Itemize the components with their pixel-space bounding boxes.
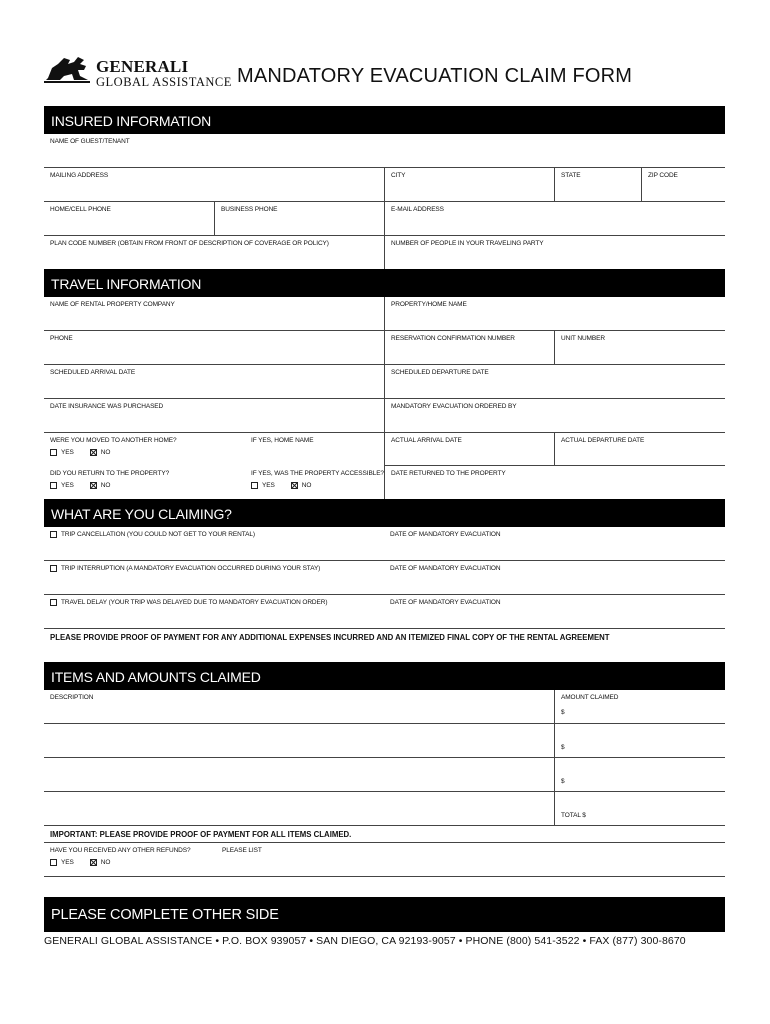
accessible-no-label: NO: [301, 482, 312, 489]
row-address: [44, 168, 725, 202]
row-reservation: [44, 331, 725, 365]
refunds-no-checkbox[interactable]: [90, 859, 97, 866]
returned-yes-label: YES: [61, 482, 74, 489]
generali-logo: [44, 54, 234, 90]
party-size-label: NUMBER OF PEOPLE IN YOUR TRAVELING PARTY: [391, 240, 544, 247]
item-amount-field[interactable]: [554, 690, 725, 723]
actual-departure-field[interactable]: [554, 433, 725, 466]
travel-delay-label: TRAVEL DELAY (YOUR TRIP WAS DELAYED DUE TO MANDATORY EVACUATION ORDER): [61, 599, 328, 606]
evacuation-date-label: DATE OF MANDATORY EVACUATION: [390, 599, 501, 606]
property-phone-label: PHONE: [50, 335, 73, 342]
returned-no-checkbox[interactable]: [90, 482, 97, 489]
moved-no-checkbox[interactable]: [90, 449, 97, 456]
important-notice: IMPORTANT: PLEASE PROVIDE PROOF OF PAYMENT FOR ALL ITEMS CLAIMED.: [44, 826, 725, 843]
email-label: E-MAIL ADDRESS: [391, 206, 444, 213]
description-label: DESCRIPTION: [50, 694, 94, 701]
evacuation-date-label: DATE OF MANDATORY EVACUATION: [390, 565, 501, 572]
property-phone-field[interactable]: [44, 331, 384, 364]
brand-subtitle: GLOBAL ASSISTANCE: [96, 75, 232, 89]
row-returned: [44, 466, 725, 499]
total-label: TOTAL $: [561, 812, 586, 819]
zip-code-label: ZIP CODE: [648, 172, 678, 179]
state-field[interactable]: [554, 168, 641, 201]
refunds-yes-label: YES: [61, 859, 74, 866]
actual-departure-label: ACTUAL DEPARTURE DATE: [561, 437, 645, 444]
please-complete-other-side-banner: PLEASE COMPLETE OTHER SIDE: [44, 897, 725, 932]
unit-number-field[interactable]: [554, 331, 725, 364]
reservation-number-label: RESERVATION CONFIRMATION NUMBER: [391, 335, 515, 342]
scheduled-arrival-label: SCHEDULED ARRIVAL DATE: [50, 369, 136, 376]
unit-number-label: UNIT NUMBER: [561, 335, 605, 342]
reservation-number-field[interactable]: [384, 331, 554, 364]
refunds-yes-checkbox[interactable]: [50, 859, 57, 866]
brand-name: GENERALI: [96, 57, 189, 76]
item-amount-field[interactable]: [554, 724, 725, 757]
moved-home-name-label: IF YES, HOME NAME: [251, 437, 314, 444]
travel-delay-option[interactable]: [44, 595, 384, 628]
item-amount-field[interactable]: [554, 758, 725, 791]
item-description-field[interactable]: [44, 724, 554, 757]
scheduled-departure-field[interactable]: [384, 365, 725, 398]
moved-question: [44, 433, 245, 466]
row-guest-name: [44, 134, 725, 168]
property-name-label: PROPERTY/HOME NAME: [391, 301, 467, 308]
moved-label: WERE YOU MOVED TO ANOTHER HOME?: [50, 437, 177, 444]
accessible-no-checkbox[interactable]: [291, 482, 298, 489]
claim-option-row: [44, 561, 725, 595]
accessible-yes-label: YES: [262, 482, 275, 489]
refunds-label: HAVE YOU RECEIVED ANY OTHER REFUNDS?: [50, 847, 191, 854]
plan-code-field[interactable]: [44, 236, 384, 269]
refunds-list-field[interactable]: [216, 843, 725, 876]
ordered-by-field[interactable]: [384, 399, 725, 432]
accessible-question: [245, 466, 384, 499]
business-phone-field[interactable]: [214, 202, 384, 235]
city-label: CITY: [391, 172, 406, 179]
travel-delay-date-field[interactable]: [384, 595, 725, 628]
city-field[interactable]: [384, 168, 554, 201]
section-what-are-you-claiming: WHAT ARE YOU CLAIMING?: [44, 499, 725, 527]
evacuation-date-label: DATE OF MANDATORY EVACUATION: [390, 531, 501, 538]
date-returned-field[interactable]: [384, 466, 725, 499]
zip-code-field[interactable]: [641, 168, 725, 201]
guest-name-field[interactable]: [44, 134, 725, 167]
trip-cancellation-option[interactable]: [44, 527, 384, 560]
claim-option-row: [44, 595, 725, 629]
trip-interruption-checkbox[interactable]: [50, 565, 57, 572]
trip-cancellation-date-field[interactable]: [384, 527, 725, 560]
total-row: [44, 792, 725, 826]
item-row: [44, 724, 725, 758]
row-phones: [44, 202, 725, 236]
scheduled-arrival-field[interactable]: [44, 365, 384, 398]
guest-name-label: NAME OF GUEST/TENANT: [50, 138, 130, 145]
lion-icon: [44, 54, 92, 84]
item-description-field[interactable]: [44, 758, 554, 791]
trip-cancellation-checkbox[interactable]: [50, 531, 57, 538]
row-moved: [44, 433, 725, 466]
accessible-label: IF YES, WAS THE PROPERTY ACCESSIBLE?: [251, 470, 384, 477]
dollar-sign: $: [561, 744, 565, 751]
actual-arrival-label: ACTUAL ARRIVAL DATE: [391, 437, 462, 444]
insurance-date-label: DATE INSURANCE WAS PURCHASED: [50, 403, 164, 410]
row-insurance-date: [44, 399, 725, 433]
returned-question: [44, 466, 245, 499]
mailing-address-label: MAILING ADDRESS: [50, 172, 109, 179]
scheduled-departure-label: SCHEDULED DEPARTURE DATE: [391, 369, 489, 376]
actual-arrival-field[interactable]: [384, 433, 554, 466]
please-list-label: PLEASE LIST: [222, 847, 262, 854]
mailing-address-field[interactable]: [44, 168, 384, 201]
moved-yes-label: YES: [61, 449, 74, 456]
returned-yes-checkbox[interactable]: [50, 482, 57, 489]
ordered-by-label: MANDATORY EVACUATION ORDERED BY: [391, 403, 517, 410]
total-amount-field[interactable]: [554, 792, 725, 825]
form-header: [44, 44, 725, 106]
state-label: STATE: [561, 172, 581, 179]
plan-code-label: PLAN CODE NUMBER (OBTAIN FROM FRONT OF DESCRIPTION OF COVERAGE OR POLICY): [50, 240, 329, 247]
moved-yes-checkbox[interactable]: [50, 449, 57, 456]
refunds-question: [44, 843, 216, 876]
home-phone-label: HOME/CELL PHONE: [50, 206, 111, 213]
row-rental-company: [44, 297, 725, 331]
dollar-sign: $: [561, 709, 565, 716]
returned-label: DID YOU RETURN TO THE PROPERTY?: [50, 470, 170, 477]
date-returned-label: DATE RETURNED TO THE PROPERTY: [391, 470, 506, 477]
claim-option-row: [44, 527, 725, 561]
row-refunds: [44, 843, 725, 877]
footer-address: GENERALI GLOBAL ASSISTANCE • P.O. BOX 939057 • SAN DIEGO, CA 92193-9057 • PHONE (800) 541-3522 • FAX (877) 300-8670: [44, 935, 686, 947]
trip-interruption-label: TRIP INTERRUPTION (A MANDATORY EVACUATION OCCURRED DURING YOUR STAY): [61, 565, 321, 572]
business-phone-label: BUSINESS PHONE: [221, 206, 278, 213]
party-size-field[interactable]: [384, 236, 725, 269]
proof-of-payment-notice: PLEASE PROVIDE PROOF OF PAYMENT FOR ANY ADDITIONAL EXPENSES INCURRED AND AN ITEMIZED FINAL COPY OF THE RENTAL AGREEMENT: [50, 633, 610, 642]
trip-interruption-option[interactable]: [44, 561, 384, 594]
item-row: [44, 690, 725, 724]
row-scheduled-dates: [44, 365, 725, 399]
section-items-and-amounts: ITEMS AND AMOUNTS CLAIMED: [44, 662, 725, 690]
trip-interruption-date-field[interactable]: [384, 561, 725, 594]
trip-cancellation-label: TRIP CANCELLATION (YOU COULD NOT GET TO YOUR RENTAL): [61, 531, 255, 538]
item-row: [44, 758, 725, 792]
home-phone-field[interactable]: [44, 202, 214, 235]
refunds-no-label: NO: [100, 859, 111, 866]
section-insured-information: INSURED INFORMATION: [44, 106, 725, 134]
rental-company-field[interactable]: [44, 297, 384, 330]
row-plan-code: [44, 236, 725, 269]
item-description-field[interactable]: [44, 690, 554, 723]
email-field[interactable]: [384, 202, 725, 235]
moved-no-label: NO: [100, 449, 111, 456]
property-name-field[interactable]: [384, 297, 725, 330]
amount-claimed-label: AMOUNT CLAIMED: [561, 694, 619, 701]
accessible-yes-checkbox[interactable]: [251, 482, 258, 489]
returned-no-label: NO: [100, 482, 111, 489]
section-travel-information: TRAVEL INFORMATION: [44, 269, 725, 297]
moved-home-name-field[interactable]: [245, 433, 384, 466]
rental-company-label: NAME OF RENTAL PROPERTY COMPANY: [50, 301, 175, 308]
travel-delay-checkbox[interactable]: [50, 599, 57, 606]
page-title: MANDATORY EVACUATION CLAIM FORM: [237, 65, 633, 87]
insurance-date-field[interactable]: [44, 399, 384, 432]
dollar-sign: $: [561, 778, 565, 785]
claim-form: [44, 44, 725, 877]
